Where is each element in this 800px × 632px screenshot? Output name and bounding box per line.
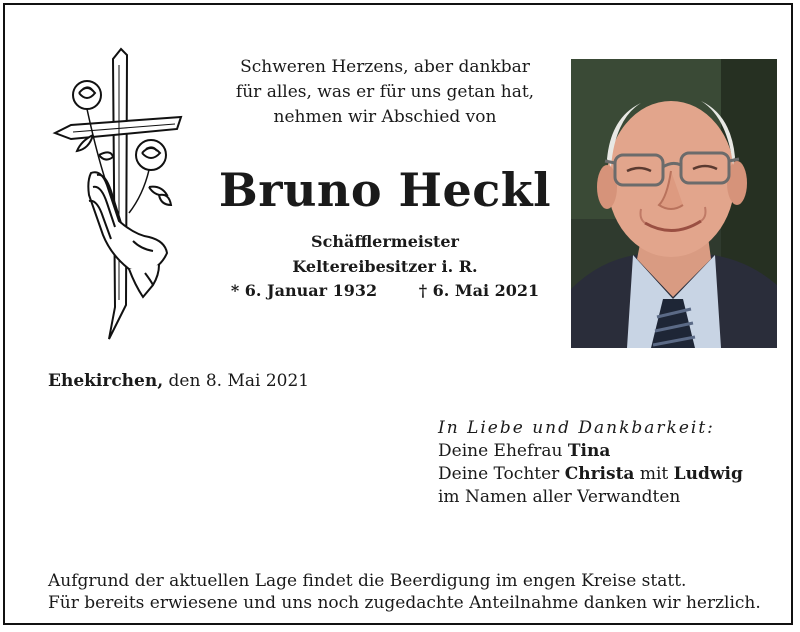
life-dates (210, 281, 560, 300)
daughter-connector: mit (639, 464, 669, 484)
place: Ehekirchen, (48, 371, 164, 391)
notice-line: Für bereits erwiesene und uns noch zugedachte Anteilnahme danken wir herzlich. (48, 593, 761, 613)
intro-line: nehmen wir Abschied von (273, 107, 497, 127)
intro-text (210, 55, 560, 130)
intro-line: Schweren Herzens, aber dankbar (240, 57, 530, 77)
place-and-date (48, 371, 309, 391)
role-line: Keltereibesitzer i. R. (292, 257, 478, 276)
death-date: † 6. Mai 2021 (418, 281, 540, 300)
partner-name: Ludwig (673, 464, 743, 484)
wife-prefix: Deine Ehefrau (438, 441, 563, 461)
daughter-prefix: Deine Tochter (438, 464, 560, 484)
signature-wife (438, 440, 743, 463)
deceased-roles (210, 229, 560, 279)
signature-lead: In Liebe und Dankbarkeit: (438, 418, 715, 438)
portrait-photo (571, 59, 777, 348)
role-line: Schäfflermeister (311, 232, 459, 251)
intro-line: für alles, was er für uns getan hat, (235, 82, 535, 102)
signature-daughter (438, 463, 743, 486)
notice-line: Aufgrund der aktuellen Lage findet die Beerdigung im engen Kreise statt. (48, 571, 687, 591)
wife-name: Tina (567, 441, 611, 461)
publication-date: den 8. Mai 2021 (168, 371, 310, 391)
funeral-notice (48, 570, 761, 614)
mourners-signature (438, 417, 743, 509)
daughter-name: Christa (564, 464, 635, 484)
obituary-frame (3, 3, 793, 625)
cross-with-roses-icon (49, 45, 189, 345)
birth-date: * 6. Januar 1932 (230, 281, 378, 300)
signature-relatives: im Namen aller Verwandten (438, 487, 681, 507)
deceased-name: Bruno Heckl (218, 163, 552, 217)
